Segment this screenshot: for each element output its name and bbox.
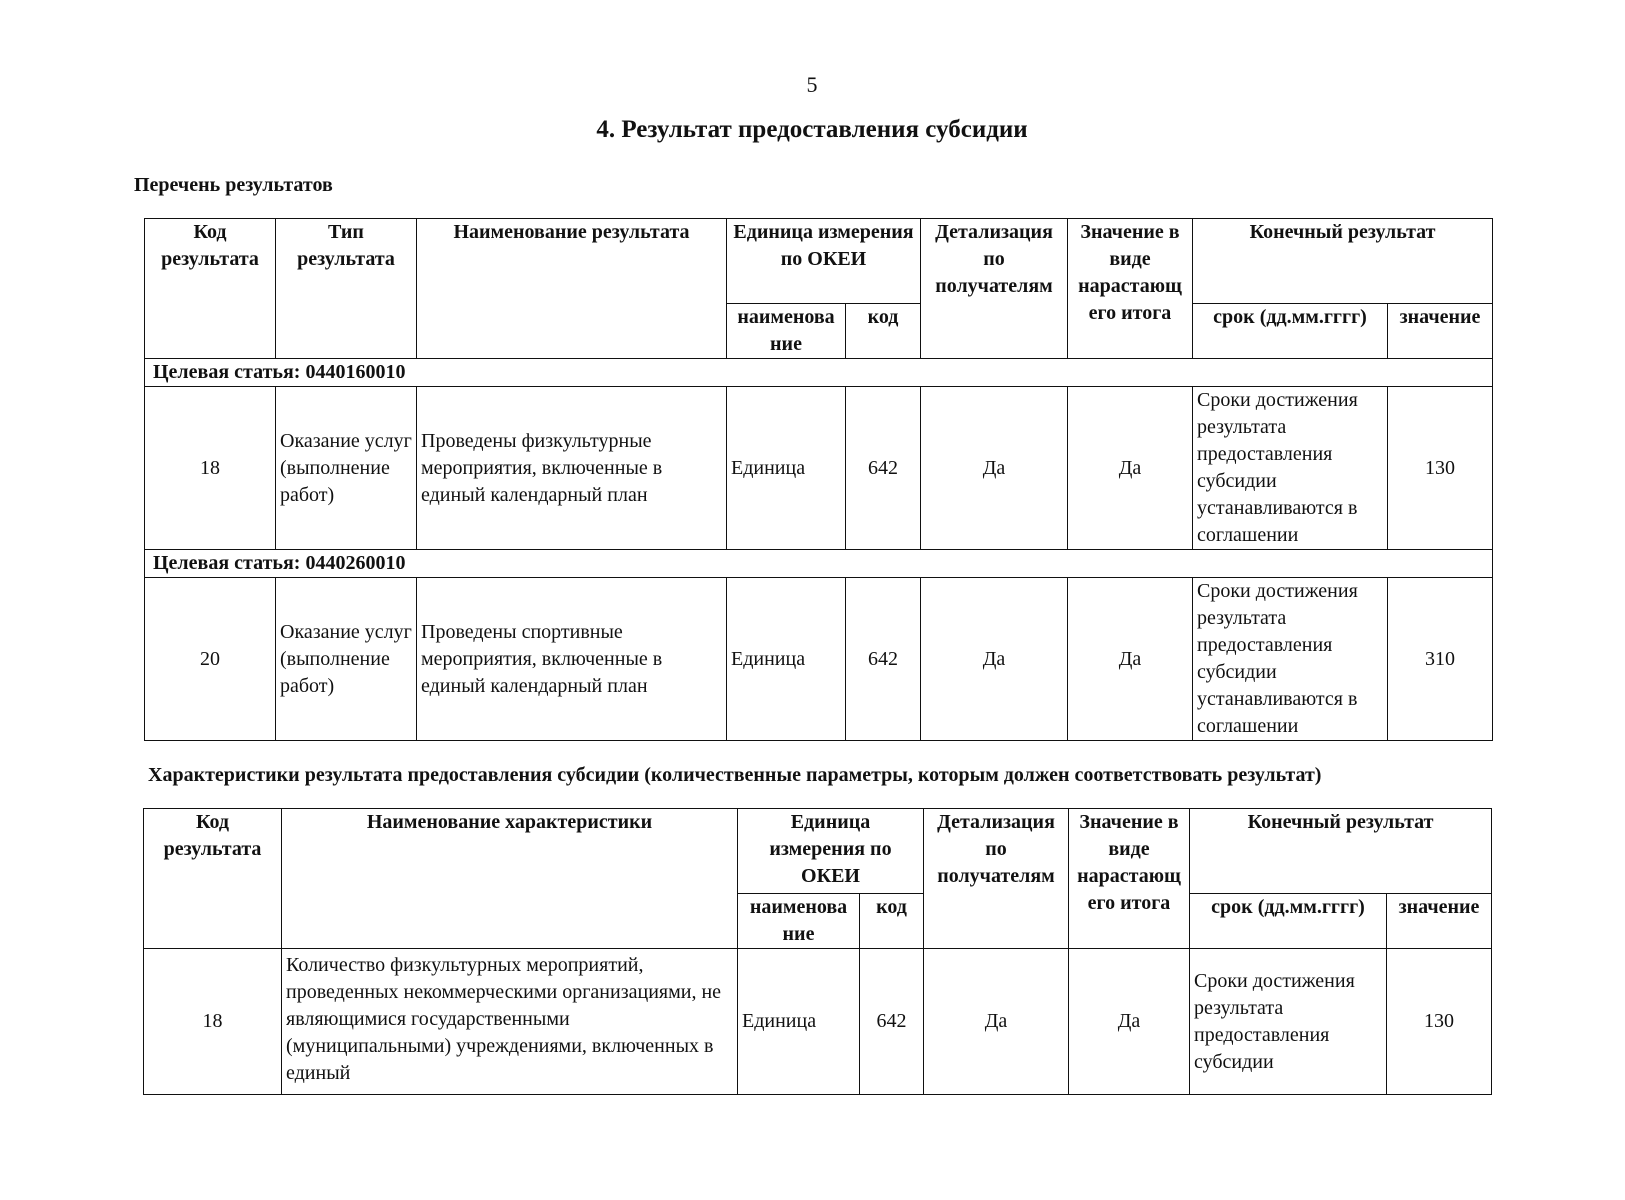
header-name: Наименование характеристики xyxy=(282,809,738,949)
cell-unit-name: Единица xyxy=(738,949,860,1095)
header-unit: Единица измерения по ОКЕИ xyxy=(727,219,921,304)
cell-unit-name: Единица xyxy=(727,387,846,550)
header-detail: Детализация по получателям xyxy=(924,809,1069,949)
header-name: Наименование результата xyxy=(417,219,727,359)
cell-name xyxy=(282,949,738,1095)
cell-detail: Да xyxy=(921,387,1068,550)
cell-unit-code: 642 xyxy=(860,949,924,1095)
results-table xyxy=(144,218,1493,741)
header-detail: Детализация по получателям xyxy=(921,219,1068,359)
cell-cumulative: Да xyxy=(1069,949,1190,1095)
cell-name: Проведены физкультурные мероприятия, включенные в единый календарный план xyxy=(417,387,727,550)
section-title: 4. Результат предоставления субсидии xyxy=(596,116,1028,143)
cell-type: Оказание услуг (выполнение работ) xyxy=(276,387,417,550)
cell-name: Проведены спортивные мероприятия, включенные в единый календарный план xyxy=(417,578,727,741)
table-row xyxy=(144,949,1492,1095)
cell-deadline: Сроки достижения результата предоставления субсидии устанавливаются в соглашении xyxy=(1193,578,1388,741)
section-row xyxy=(145,359,1493,387)
characteristics-table xyxy=(143,808,1492,1095)
header-deadline: срок (дд.мм.гггг) xyxy=(1190,894,1387,949)
header-deadline: срок (дд.мм.гггг) xyxy=(1193,304,1388,359)
cell-code: 18 xyxy=(144,949,282,1095)
header-unit-code: код xyxy=(860,894,924,949)
table-row xyxy=(145,387,1493,550)
cell-detail: Да xyxy=(921,578,1068,741)
results-header-row xyxy=(145,219,1493,304)
characteristics-header-row xyxy=(144,809,1492,894)
page-number: 5 xyxy=(806,72,818,97)
cell-deadline: Сроки достижения результата предоставления субсидии xyxy=(1190,949,1387,1095)
results-list-title: Перечень результатов xyxy=(134,174,333,196)
cell-unit-code: 642 xyxy=(846,578,921,741)
header-cumulative: Значение в виде нарастающ его итога xyxy=(1068,219,1193,359)
cell-unit-name: Единица xyxy=(727,578,846,741)
cell-deadline: Сроки достижения результата предоставления субсидии устанавливаются в соглашении xyxy=(1193,387,1388,550)
section-row xyxy=(145,550,1493,578)
cell-name-text: Количество физкультурных мероприятий, проведенных некоммерческими организациями, не являющимися государственными (муниципальными) учреждениями, включенных в единый xyxy=(286,953,722,1084)
header-final: Конечный результат xyxy=(1193,219,1493,304)
cell-cumulative: Да xyxy=(1068,387,1193,550)
cell-value: 130 xyxy=(1387,949,1492,1095)
header-code: Код результата xyxy=(145,219,276,359)
section-label: Целевая статья: 0440160010 xyxy=(145,359,1493,387)
header-unit-name: наименова ние xyxy=(738,894,860,949)
header-code: Код результата xyxy=(144,809,282,949)
header-type: Тип результата xyxy=(276,219,417,359)
cell-type: Оказание услуг (выполнение работ) xyxy=(276,578,417,741)
cell-cumulative: Да xyxy=(1068,578,1193,741)
cell-code: 18 xyxy=(145,387,276,550)
header-cumulative: Значение в виде нарастающ его итога xyxy=(1069,809,1190,949)
cell-value: 130 xyxy=(1388,387,1493,550)
cell-code: 20 xyxy=(145,578,276,741)
characteristics-title: Характеристики результата предоставления субсидии (количественные параметры, которым должен соответствовать результат) xyxy=(148,764,1322,786)
header-unit-name: наименова ние xyxy=(727,304,846,359)
header-final: Конечный результат xyxy=(1190,809,1492,894)
header-unit-code: код xyxy=(846,304,921,359)
header-value: значение xyxy=(1387,894,1492,949)
header-value: значение xyxy=(1388,304,1493,359)
cell-detail: Да xyxy=(924,949,1069,1095)
header-unit: Единица измерения по ОКЕИ xyxy=(738,809,924,894)
cell-value: 310 xyxy=(1388,578,1493,741)
cell-unit-code: 642 xyxy=(846,387,921,550)
section-label: Целевая статья: 0440260010 xyxy=(145,550,1493,578)
table-row xyxy=(145,578,1493,741)
